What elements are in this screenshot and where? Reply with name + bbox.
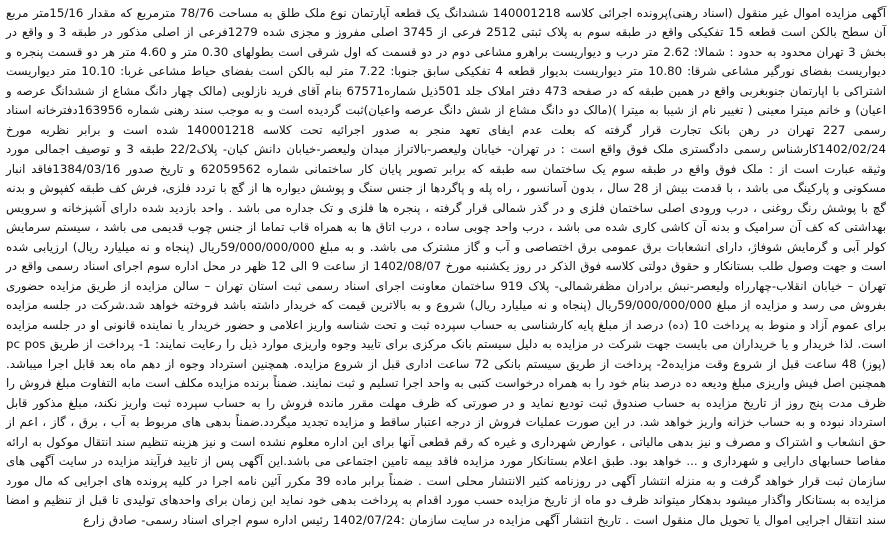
auction-notice-body: آگهی مزایده اموال غیر منقول (اسناد رهنی)پرونده اجرائی کلاسه 140001218 ششدانگ یک قطعه آپارتمان نوع ملک طلق به مساحت 78/76 مترمربع که مقدار 15/16متر مربع آن سطح بالکن است قطعه 15 تفکیکی واقع در طبقه سوم به پلاک ثبتی 2512 فرعی از 3745 اصلی مفروز و مجزی شده 1279فرعی از اصلی مذکور در طبقه 3 و واقع در بخش 3 تهران محدود به حدود : شمالا: 2.62 متر درب و دیواریست براهرو مشاعی دوم در دو قسمت که اول شرقی است بطولهای 0.30 متر و 4.60 متر هر دو قسمت پنجره و دیواریست بفضای نورگیر مشاعی شرقا: 10.80 متر دیواریست بدیوار قطعه 4 تفکیکی سابق جنوبا: 7.22 متر لبه بالکن است بفضای حیاط مشاعی غربا: 10.10 متر دیواریست اشتراکی با اپارتمان جنوبغربی واقع در همین طبقه که در صفحه 473 دفتر املاک جلد 501ذیل شماره67571 بنام آقای فرید نازلویی (مالک چهار دانگ مشاع از ششدانگ عرصه و اعیان) و خانم میترا معینی ( تغییر نام از شیبا به میترا )(مالک دو دانگ مشاع از شش دانگ عرصه واعیان)ثبت گردیده است و به موجب سند رهنی شماره 163956دفترخانه اسناد رسمی 227 تهران در رهن بانک تجارت قرار گرفته که بعلت عدم ایفای تعهد منجر به صدور اجرائیه تحت کلاسه 140001218 شده است و برابر نظریه مورخ 1402/02/24کارشناس رسمی دادگستری ملک فوق واقع است : در تهران- خیابان ولیعصر-بالاتراز میدان ولیعصر-خیابان دانش کیان- پلاک22/2 طبقه 3 و توصیف اجمالی مورد وثیقه عبارت است از : ملک فوق واقع در طبقه سوم یک ساختمان سه طبقه که برابر تصویر پایان کار ساختمانی شماره 62059562 و تاریخ صدور 1384/03/16فاقد انبار مسکونی و پارکینگ می باشد ، با قدمت بیش از 28 سال ، بدون آسانسور ، راه پله و پاگردها از جنس سنگ و پوشش دیواره ها از گچ با تردد فلزی، فرش کف طبقه کفپوش و بدنه گچ با پوشش رنگ روغنی ، درب ورودی اصلی ساختمان فلزی و در گذر شمالی قرار گرفته ، پنجره ها فلزی و تک جداره می باشد . واحد بازدید شده دارای آشپزخانه و سرویس بهداشتی که کف آن سرامیک و بدنه آن کاشی کاری شده می باشد ، درب واحد چوبی ساده ، درب اتاق ها به همراه قاب تماما از جنس چوب قدیمی می باشد ، سیستم سرمایش کولر آبی و گرمایش شوفاژ، دارای انشعابات برق عمومی برق اختصاصی و آب و گاز مشترک می باشد. و به مبلغ 59/000/000/000ریال (پنجاه و نه میلیارد ریال) ارزیابی شده است و جهت وصول طلب بستانکار و حقوق دولتی کلاسه فوق الذکر در روز یکشنبه مورخ 1402/08/07 از ساعت 9 الی 12 ظهر در محل اداره سوم اجرای اسناد رسمی واقع در تهران – خیابان انقلاب-چهارراه ولیعصر-نبش برادران مظفرشمالی- پلاک 919 ساختمان معاونت اجرای اسناد رسمی ثبت استان تهران – سالن مزایده از طریق مزایده حضوری بفروش می رسد و مزایده از مبلغ 59/000/000/000ریال (پنجاه و نه میلیارد ریال) شروع و به بالاترین قیمت که خریدار داشته باشد فروخته خواهد شد.شرکت در جلسه مزایده برای عموم آزاد و منوط به پرداخت 10 (ده) درصد از مبلغ پایه کارشناسی به حساب سپرده ثبت و تحت شناسه واریز اعلامی و حضور خریدار یا نماینده قانونی او در جلسه مزایده است. لذا خریدار و یا خریداران می بایست جهت شرکت در مزایده به دلیل سیستم بانک مرکزی برای تایید وجوه واریزی موارد ذیل را رعایت نمایند: 1- پرداخت از طریق pc pos (پوز) 48 ساعت قبل از شروع وقت مزایده2- پرداخت از طریق سیستم بانکی 72 ساعت اداری قبل از شروع مزایده. همچنین استرداد وجوه از دهم ماه بعد قابل اجرا میباشد. همچنین اصل فیش واریزی مبلغ ودیعه ده درصد بنام خود را به همراه درخواست کتبی به واحد اجرا تسلیم و ثبت نمایند. ضمناً برنده مزایده مکلف است مابه التفاوت مبلغ فروش را ظرف مدت پنج روز از تاریخ مزایده به حساب صندوق ثبت تودیع نماید و در صورتی که ظرف مهلت مقرر مانده فروش را به حساب سپرده ثبت واریز نکند، مبلغ مذکور قابل استرداد نبوده و به حساب خزانه واریز خواهد شد. در این صورت عملیات فروش از درجه اعتبار ساقط و مزایده تجدید میگردد.ضمناً بدهی های مربوط به آب ، برق ، گاز ، اعم از حق انشعاب و اشتراک و مصرف و نیز بدهی مالیاتی ، عوارض شهرداری و غیره که رقم قطعی آنها برای این اداره معلوم نشده است و نیز هزینه تنظیم سند انتقال موکول به ارائه مفاصا حسابهای دارایی و شهرداری و ... خواهد بود. طبق اعلام بستانکار مورد مزایده فاقد بیمه تامین اجتماعی می باشد.این آگهی پس از تایید فرآیند مزایده در سایت آگهی های سازمان ثبت قرار خواهد گرفت و به منزله انتشار آگهی در روزنامه کثیر الانتشار محلی است . ضمناً برابر ماده 39 مکرر آئین نامه اجرا در کلیه پرونده های اجرایی که مال مورد مزایده به بستانکار واگذار میشود بدهکار میتواند ظرف دو ماه از تاریخ مزایده حسب مورد اقدام به پرداخت بدهی خود نماید این زمان برای واحدهای تولیدی تا قبل از تنظیم و امضا سند انتقال اجرایی اموال یا تحویل مال منقول است . تاریخ انتشار آگهی مزایده در سایت سازمان :1402/07/24 رئیس اداره سوم اجرای اسناد رسمی- صادق زارع	[6, 6, 887, 527]
